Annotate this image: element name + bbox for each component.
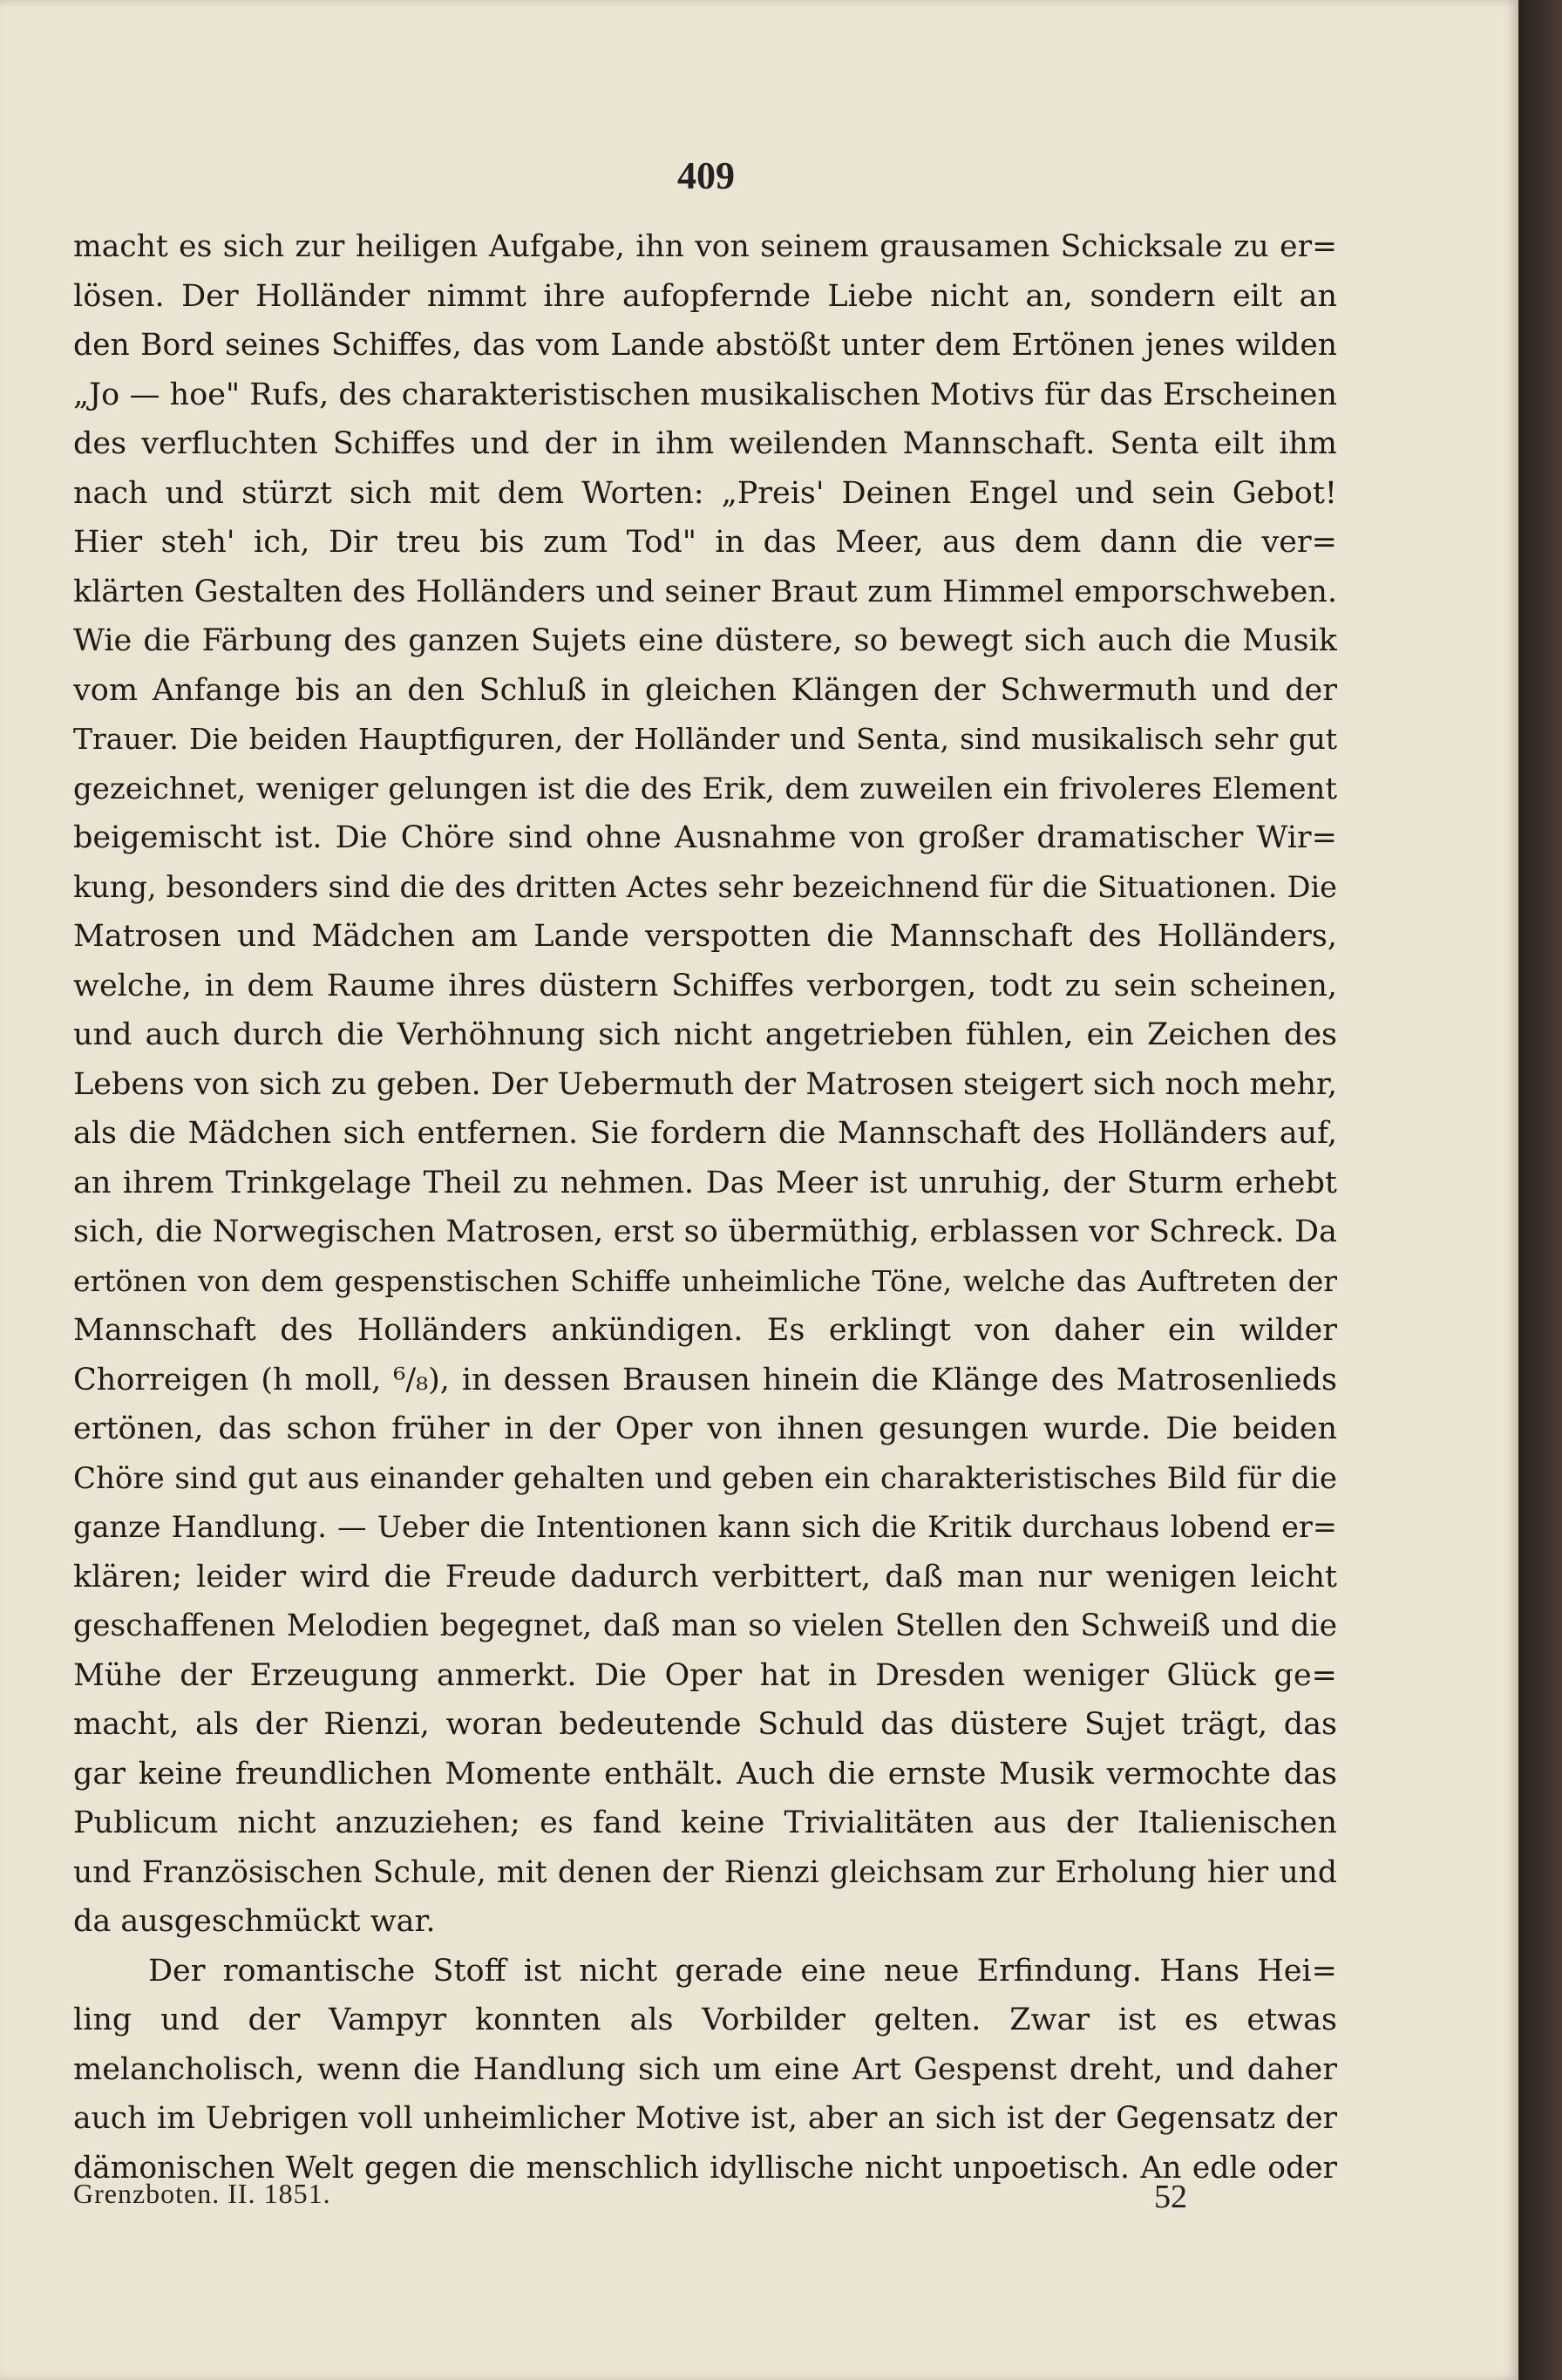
text-line: macht, als der Rienzi, woran bedeutende Schuld das düstere Sujet trägt, das: [73, 1707, 1337, 1742]
text-line: vom Anfange bis an den Schluß in gleichen Klängen der Schwermuth und der: [73, 672, 1337, 708]
text-line: auch im Uebrigen voll unheimlicher Motive ist, aber an sich ist der Gegensatz der: [73, 2101, 1337, 2136]
text-line: Chorreigen (h moll, ⁶/₈), in dessen Brausen hinein die Klänge des Matrosenlieds: [73, 1362, 1337, 1397]
text-line: ling und der Vampyr konnten als Vorbilder gelten. Zwar ist es etwas: [73, 2003, 1337, 2037]
text-line: Wie die Färbung des ganzen Sujets eine düstere, so bewegt sich auch die Musik: [73, 623, 1337, 658]
text-line: Hier steh' ich, Dir treu bis zum Tod" in das Meer, aus dem dann die ver=: [73, 525, 1337, 560]
text-line: lösen. Der Holländer nimmt ihre aufopfernde Liebe nicht an, sondern eilt an: [73, 278, 1337, 314]
text-line: als die Mädchen sich entfernen. Sie fordern die Mannschaft des Holländers auf,: [73, 1116, 1337, 1151]
sheet-number: 52: [1154, 2179, 1187, 2215]
text-line: nach und stürzt sich mit dem Worten: „Preis' Deinen Engel und sein Gebot!: [73, 475, 1337, 511]
page-number: 409: [677, 154, 735, 197]
text-line: gar keine freundlichen Momente enthält. Auch die ernste Musik vermochte das: [73, 1756, 1337, 1792]
text-line: des verfluchten Schiffes und der in ihm weilenden Mannschaft. Senta eilt ihm: [73, 426, 1337, 461]
text-line: Mannschaft des Holländers ankündigen. Es erklingt von daher ein wilder: [73, 1313, 1337, 1348]
text-line: klärten Gestalten des Holländers und seiner Braut zum Himmel emporschweben.: [73, 574, 1337, 609]
text-line: und auch durch die Verhöhnung sich nicht angetrieben fühlen, ein Zeichen des: [73, 1017, 1337, 1052]
body-text: [73, 222, 1337, 2193]
text-line: ganze Handlung. — Ueber die Intentionen kann sich die Kritik durchaus lobend er=: [73, 1510, 1337, 1544]
text-line: dämonischen Welt gegen die menschlich idyllische nicht unpoetisch. An edle oder: [73, 2150, 1337, 2186]
page-footer: [73, 2178, 1206, 2221]
text-line: Mühe der Erzeugung anmerkt. Die Oper hat in Dresden weniger Glück ge=: [73, 1657, 1337, 1693]
journal-signature: Grenzboten. II. 1851.: [73, 2178, 331, 2209]
text-line: welche, in dem Raume ihres düstern Schiffes verborgen, todt zu sein scheinen,: [73, 968, 1337, 1003]
text-line: den Bord seines Schiffes, das vom Lande abstößt unter dem Ertönen jenes wilden: [73, 328, 1337, 363]
text-line: kung, besonders sind die des dritten Actes sehr bezeichnend für die Situationen. Die: [73, 869, 1337, 904]
text-line: und Französischen Schule, mit denen der Rienzi gleichsam zur Erholung hier und: [73, 1854, 1337, 1890]
text-line: beigemischt ist. Die Chöre sind ohne Ausnahme von großer dramatischer Wir=: [73, 820, 1337, 855]
text-line: klären; leider wird die Freude dadurch verbittert, daß man nur wenigen leicht: [73, 1559, 1337, 1595]
text-line: ertönen, das schon früher in der Oper von ihnen gesungen wurde. Die beiden: [73, 1411, 1337, 1446]
text-line: an ihrem Trinkgelage Theil zu nehmen. Das Meer ist unruhig, der Sturm erhebt: [73, 1165, 1337, 1200]
text-line: Chöre sind gut aus einander gehalten und geben ein charakteristisches Bild für die: [73, 1460, 1337, 1496]
text-line: ertönen von dem gespenstischen Schiffe unheimliche Töne, welche das Auftreten der: [73, 1263, 1337, 1298]
text-line: macht es sich zur heiligen Aufgabe, ihn von seinem grausamen Schicksale zu er=: [73, 229, 1337, 264]
text-line: geschaffenen Melodien begegnet, daß man so vielen Stellen den Schweiß und die: [73, 1608, 1337, 1643]
text-line: da ausgeschmückt war.: [73, 1904, 436, 1939]
book-spine-edge: [1518, 0, 1562, 2380]
text-line: Publicum nicht anzuziehen; es fand keine Trivialitäten aus der Italienischen: [73, 1805, 1337, 1840]
text-line: „Jo — hoe" Rufs, des charakteristischen musikalischen Motivs für das Erscheinen: [73, 377, 1337, 412]
text-line: sich, die Norwegischen Matrosen, erst so übermüthig, erblassen vor Schreck. Da: [73, 1214, 1337, 1249]
text-line: gezeichnet, weniger gelungen ist die des Erik, dem zuweilen ein frivoleres Element: [73, 771, 1337, 806]
text-line: Trauer. Die beiden Hauptfiguren, der Holländer und Senta, sind musikalisch sehr gut: [73, 722, 1337, 756]
text-line: Lebens von sich zu geben. Der Uebermuth der Matrosen steigert sich noch mehr,: [73, 1066, 1337, 1102]
text-line: Matrosen und Mädchen am Lande verspotten die Mannschaft des Holländers,: [73, 919, 1337, 954]
text-line: Der romantische Stoff ist nicht gerade eine neue Erfindung. Hans Hei=: [148, 1953, 1337, 1989]
text-line: melancholisch, wenn die Handlung sich um eine Art Gespenst dreht, und daher: [73, 2051, 1337, 2087]
